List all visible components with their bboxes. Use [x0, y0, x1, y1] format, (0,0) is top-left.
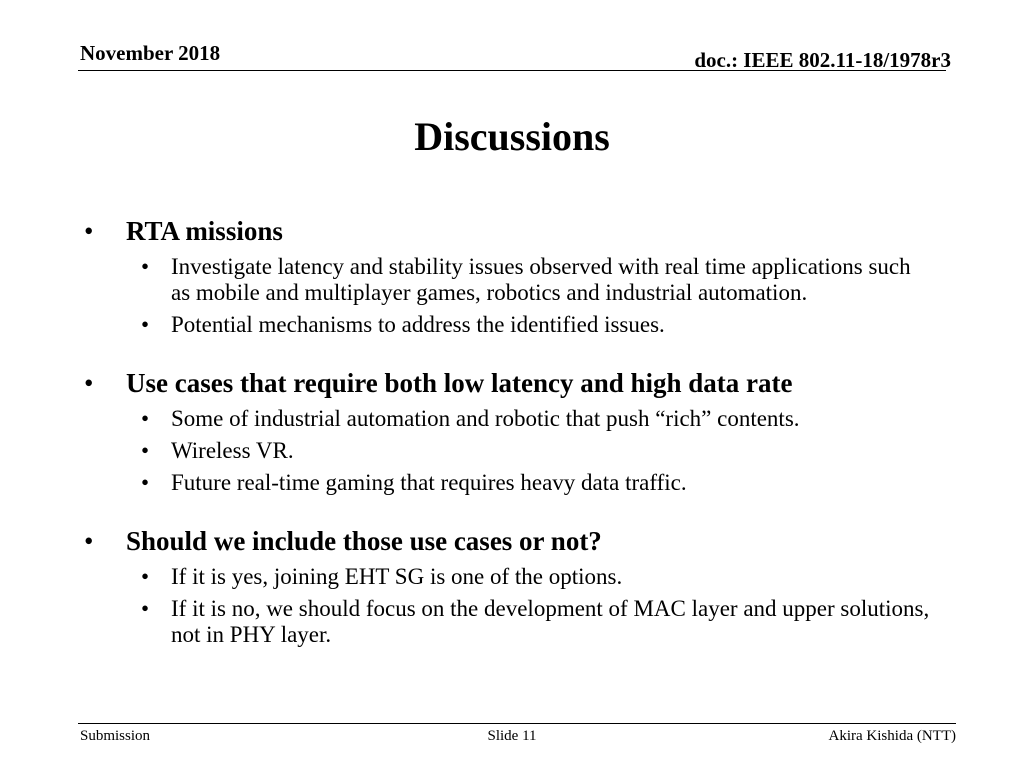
header-doc-id: doc.: IEEE 802.11-18/1978r3 — [694, 48, 951, 72]
footer-submission: Submission — [80, 728, 151, 744]
slide-body — [84, 214, 934, 676]
list-item-text: If it is no, we should focus on the development of MAC layer and upper solutions, not in PHY layer. — [171, 596, 930, 647]
section-question — [84, 524, 934, 648]
footer-author: Akira Kishida (NTT) — [828, 728, 956, 744]
bullet-icon: • — [141, 470, 150, 495]
list-item-text: Wireless VR. — [171, 438, 294, 463]
bullet-icon: • — [141, 596, 150, 621]
list-item — [141, 406, 934, 432]
section-heading — [84, 524, 934, 558]
section-heading-text: Use cases that require both low latency and high data rate — [126, 368, 793, 398]
list-item-text: If it is yes, joining EHT SG is one of the options. — [171, 564, 623, 589]
list-item — [141, 438, 934, 464]
list-item — [141, 564, 934, 590]
section-heading-text: Should we include those use cases or not? — [126, 526, 602, 556]
list-item — [141, 470, 934, 496]
bullet-icon: • — [141, 438, 150, 463]
list-item — [141, 312, 934, 338]
bullet-icon: • — [84, 216, 94, 246]
footer-slide-number: Slide 11 — [487, 728, 537, 744]
list-item-text: Potential mechanisms to address the identified issues. — [171, 312, 665, 337]
bullet-icon: • — [141, 312, 150, 337]
bullet-icon: • — [141, 406, 150, 431]
list-item — [141, 596, 934, 648]
bullet-icon: • — [84, 526, 94, 556]
header-divider — [78, 70, 946, 71]
list-item-text: Future real-time gaming that requires heavy data traffic. — [171, 470, 687, 495]
section-rta-missions — [84, 214, 934, 338]
bullet-icon: • — [141, 564, 150, 589]
list-item-text: Investigate latency and stability issues observed with real time applications such as mobile and multiplayer games, robotics and industrial automation. — [171, 254, 911, 305]
section-heading-text: RTA missions — [126, 216, 283, 246]
header-date: November 2018 — [80, 41, 221, 65]
slide-title: Discussions — [414, 114, 610, 159]
bullet-icon: • — [84, 368, 94, 398]
section-use-cases — [84, 366, 934, 496]
section-heading — [84, 214, 934, 248]
section-heading — [84, 366, 934, 400]
list-item — [141, 254, 934, 306]
bullet-icon: • — [141, 254, 150, 279]
list-item-text: Some of industrial automation and robotic that push “rich” contents. — [171, 406, 800, 431]
footer-divider — [78, 723, 956, 724]
